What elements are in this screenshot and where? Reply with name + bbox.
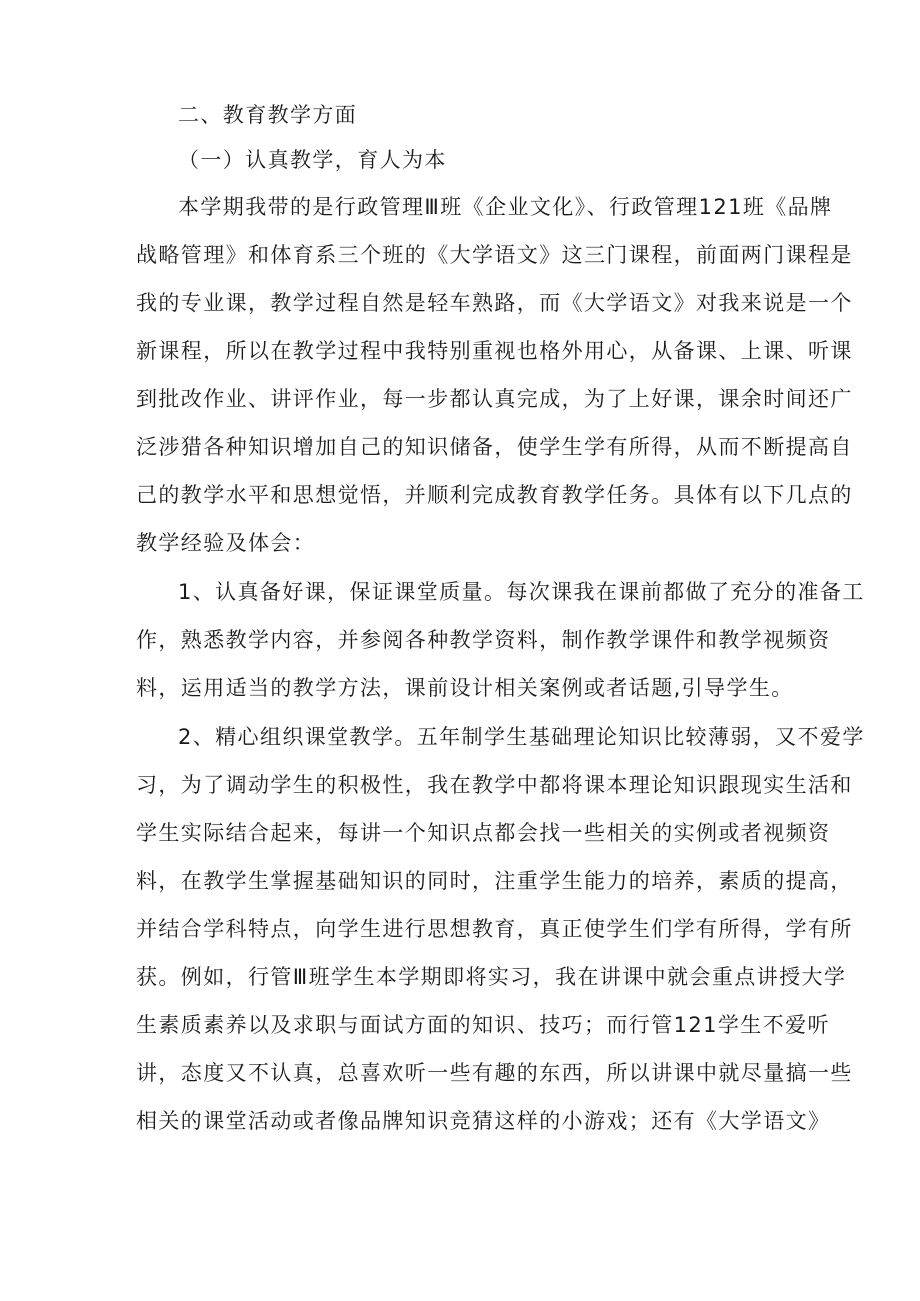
paragraph-line: 料，在教学生掌握基础知识的同时，注重学生能力的培养，素质的提高， — [136, 869, 853, 893]
paragraph-line: 己的教学水平和思想觉悟，并顺利完成教育教学任务。具体有以下几点的 — [136, 483, 853, 507]
paragraph-line: 并结合学科特点，向学生进行思想教育，真正使学生们学有所得，学有所 — [136, 917, 853, 941]
paragraph-line: 获。例如，行管Ⅲ班学生本学期即将实习，我在讲课中就会重点讲授大学 — [136, 965, 847, 989]
paragraph-line: 料，运用适当的教学方法，课前设计相关案例或者话题,引导学生。 — [136, 676, 794, 700]
paragraph-line: 本学期我带的是行政管理Ⅲ班《企业文化》、行政管理121班《品牌 — [178, 195, 833, 219]
paragraph-line: 生素质素养以及求职与面试方面的知识、技巧；而行管121学生不爱听 — [136, 1013, 830, 1037]
subsection-heading: （一）认真教学，育人为本 — [178, 148, 447, 172]
paragraph-line: 学生实际结合起来，每讲一个知识点都会找一些相关的实例或者视频资 — [136, 821, 831, 845]
paragraph-line: 作，熟悉教学内容，并参阅各种教学资料，制作教学课件和教学视频资 — [136, 628, 831, 652]
paragraph-line: 相关的课堂活动或者像品牌知识竞猜这样的小游戏；还有《大学语文》 — [136, 1109, 831, 1133]
paragraph-line: 泛涉猎各种知识增加自己的知识储备，使学生学有所得，从而不断提高自 — [136, 435, 853, 459]
paragraph-line: 2、精心组织课堂教学。五年制学生基础理论知识比较薄弱，又不爱学 — [178, 725, 865, 749]
paragraph-line: 讲，态度又不认真，总喜欢听一些有趣的东西，所以讲课中就尽量搞一些 — [136, 1061, 853, 1085]
paragraph-line: 新课程，所以在教学过程中我特别重视也格外用心，从备课、上课、听课 — [136, 339, 853, 363]
paragraph-line: 我的专业课，教学过程自然是轻车熟路，而《大学语文》对我来说是一个 — [136, 291, 853, 315]
paragraph-line: 教学经验及体会： — [136, 531, 316, 555]
paragraph-line: 习，为了调动学生的积极性，我在教学中都将课本理论知识跟现实生活和 — [136, 773, 853, 797]
paragraph-line: 到批改作业、讲评作业，每一步都认真完成，为了上好课，课余时间还广 — [136, 387, 853, 411]
section-heading: 二、教育教学方面 — [178, 103, 358, 127]
paragraph-line: 1、认真备好课，保证课堂质量。每次课我在课前都做了充分的准备工 — [178, 580, 865, 604]
paragraph-line: 战略管理》和体育系三个班的《大学语文》这三门课程，前面两门课程是 — [136, 243, 853, 267]
